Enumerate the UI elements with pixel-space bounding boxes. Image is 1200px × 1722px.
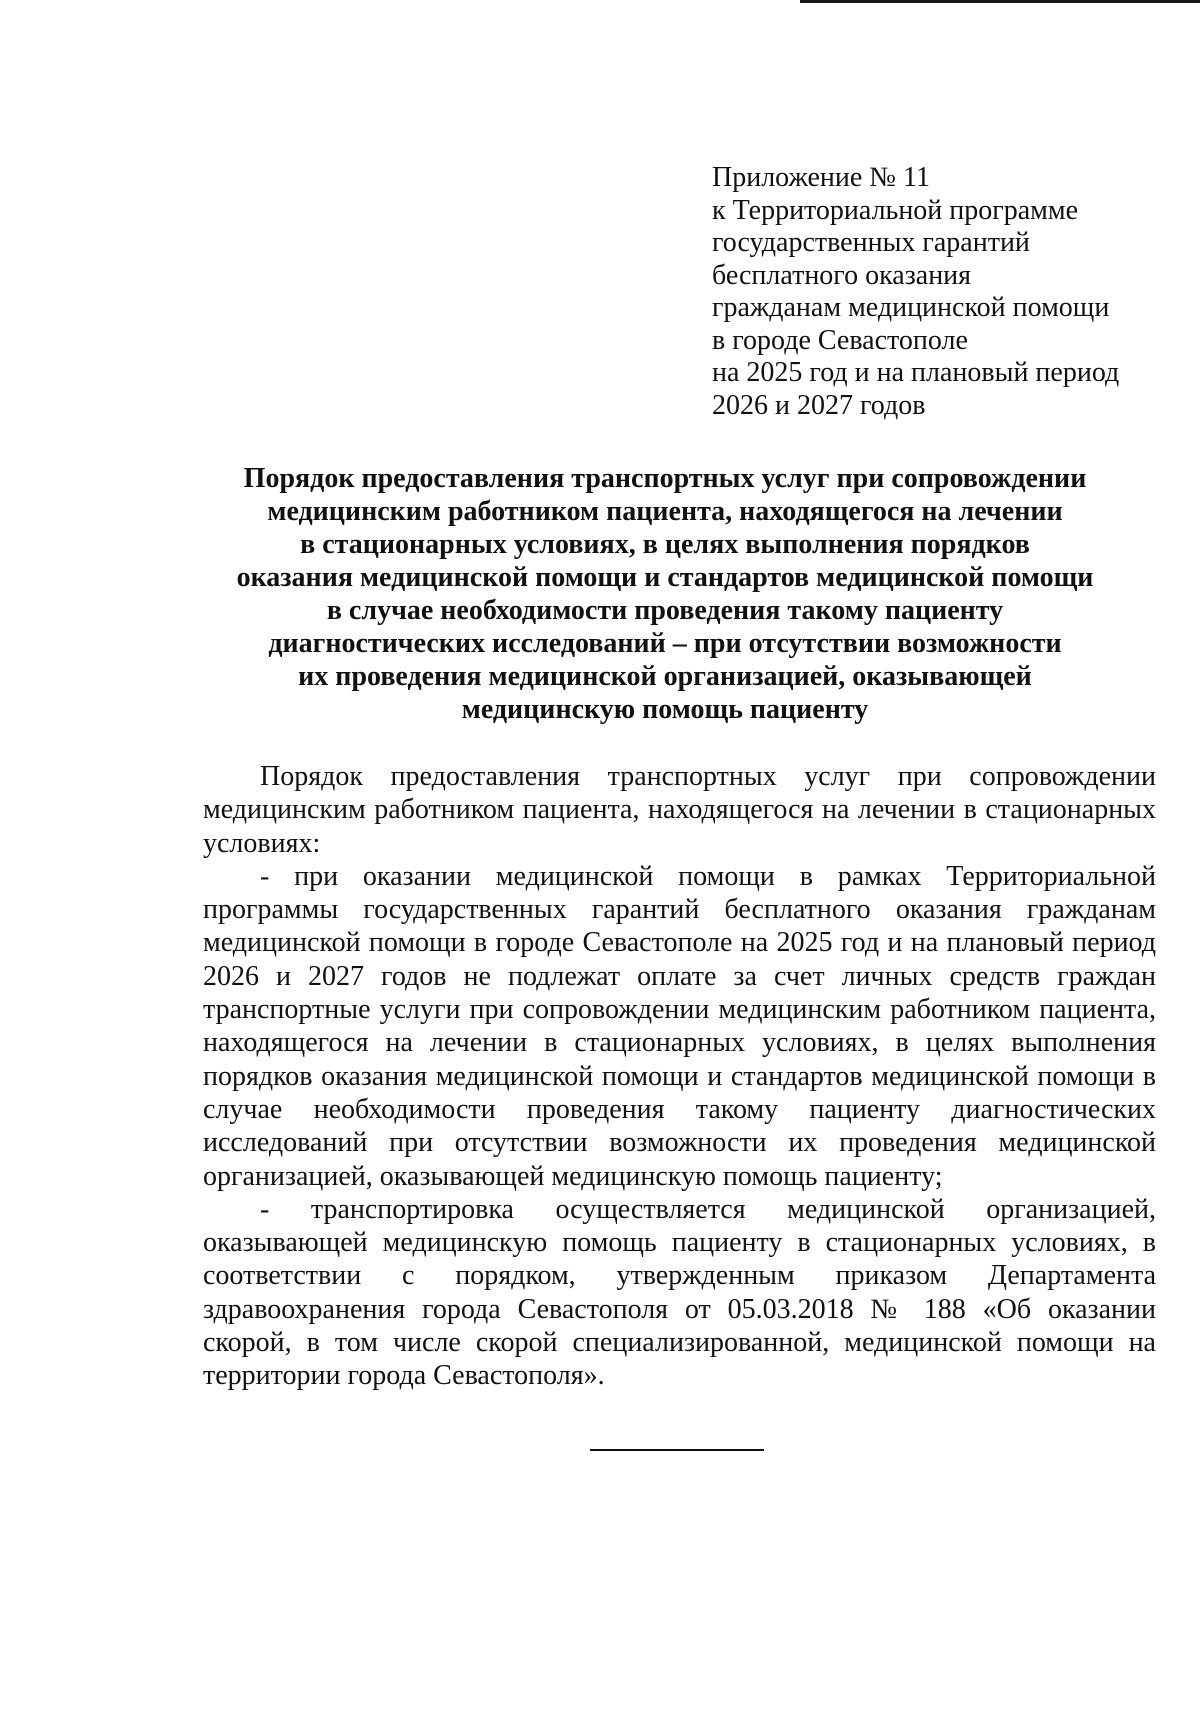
appendix-line: бесплатного оказания bbox=[712, 259, 972, 291]
title-line: в стационарных условиях, в целях выполнения порядков bbox=[300, 529, 1030, 560]
title-line: оказания медицинской помощи и стандартов медицинской помощи bbox=[236, 562, 1094, 593]
title-line: Порядок предоставления транспортных услуг при сопровождении bbox=[243, 463, 1087, 494]
title-line: их проведения медицинской организацией, оказывающей bbox=[298, 661, 1032, 692]
appendix-line: 2026 и 2027 годов bbox=[712, 389, 926, 421]
title-line: медицинским работником пациента, находящегося на лечении bbox=[267, 496, 1063, 527]
title-line: медицинскую помощь пациенту bbox=[461, 694, 869, 725]
appendix-line: Приложение № 11 bbox=[712, 162, 930, 193]
document-body bbox=[203, 760, 1156, 1393]
appendix-line: на 2025 год и на плановый период bbox=[712, 357, 1120, 388]
title-line: диагностических исследований – при отсутствии возможности bbox=[268, 628, 1062, 659]
appendix-line: гражданам медицинской помощи bbox=[712, 292, 1110, 323]
scan-edge-line bbox=[800, 0, 1200, 3]
document-title bbox=[200, 462, 1130, 726]
body-paragraph-intro: Порядок предоставления транспортных услуг при сопровождении медицинским работником пациента, находящегося на лечении в стационарных условиях: bbox=[203, 761, 1156, 859]
appendix-line: государственных гарантий bbox=[712, 227, 1030, 258]
closing-divider bbox=[590, 1449, 764, 1451]
appendix-line: к Территориальной программе bbox=[712, 194, 1079, 226]
appendix-line: в городе Севастополе bbox=[712, 324, 968, 356]
body-paragraph-item-1: - при оказании медицинской помощи в рамках Территориальной программы государственных гарантий бесплатного оказания гражданам медицинской помощи в городе Севастополе на 2025 год и на плановый период 2026 и 2027 годов не подлежат оплате за счет личных средств граждан транспортные услуги при сопровождении медицинским работником пациента, находящегося на лечении в стационарных условиях, в целях выполнения порядков оказания медицинской помощи и стандартов медицинской помощи в случае необходимости проведения такому пациенту диагностических исследований при отсутствии возможности их проведения медицинской организацией, оказывающей медицинскую помощь пациенту; bbox=[203, 860, 1156, 1192]
body-paragraph-item-2: - транспортировка осуществляется медицинской организацией, оказывающей медицинскую помощь пациенту в стационарных условиях, в соответствии с порядком, утвержденным приказом Департамента здравоохранения города Севастополя от 05.03.2018 № 188 «Об оказании скорой, в том числе скорой специализированной, медицинской помощи на территории города Севастополя». bbox=[203, 1193, 1156, 1392]
appendix-header bbox=[712, 162, 1152, 422]
title-line: в случае необходимости проведения такому пациенту bbox=[326, 595, 1004, 626]
